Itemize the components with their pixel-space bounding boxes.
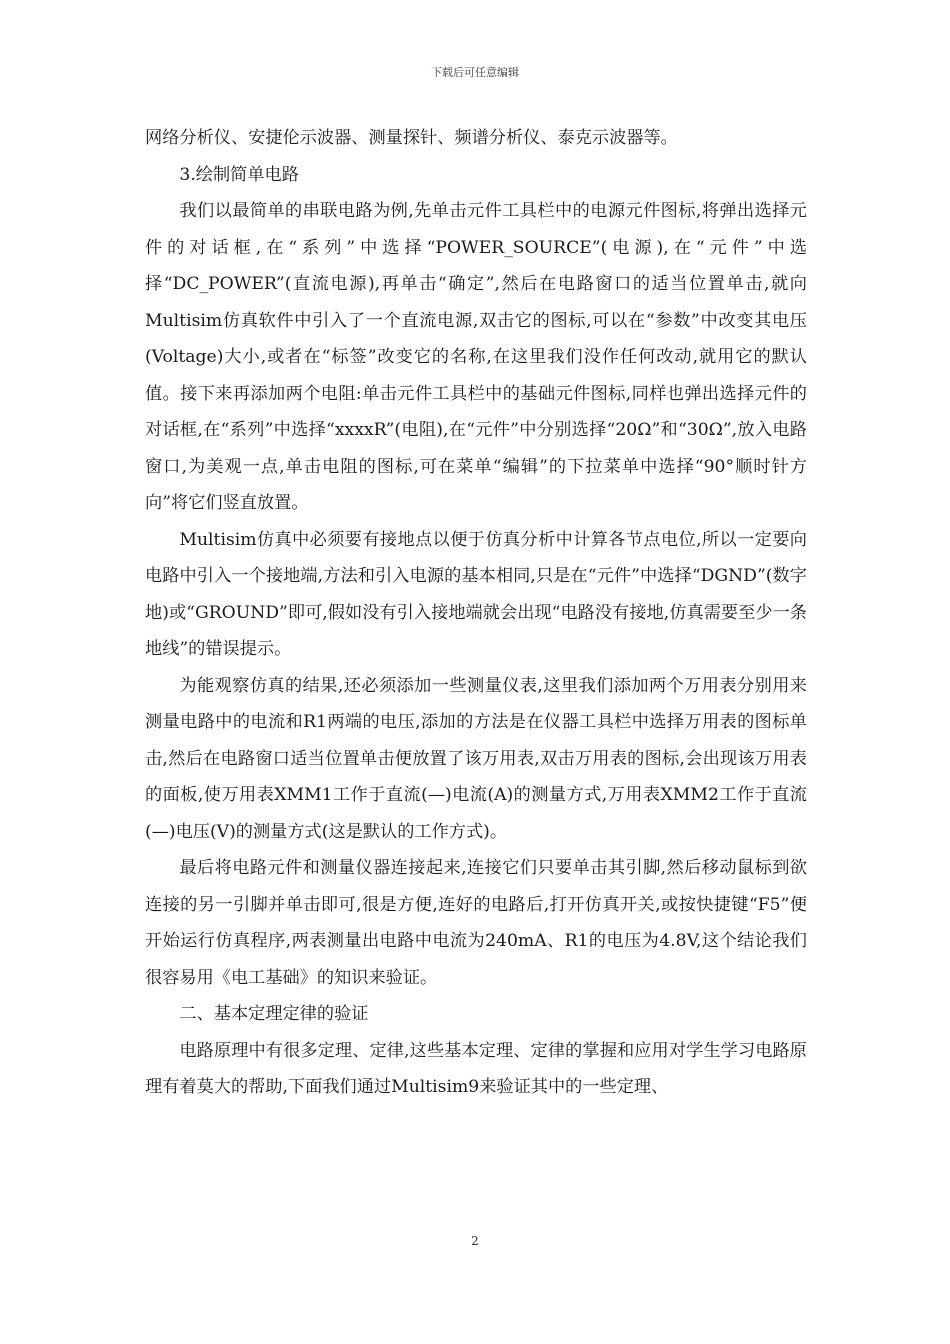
section-heading-theorem-verification: 二、基本定理定律的验证	[179, 1004, 369, 1024]
paragraph-theorems: 电路原理中有很多定理、定律,这些基本定理、定律的掌握和应用对学生学习电路原理有着莫大的帮助,下面我们通过Multisim9来验证其中的一些定理、	[145, 1040, 807, 1097]
paragraph-ground: Multisim仿真中必须要有接地点以便于仿真分析中计算各节点电位,所以一定要向电路中引入一个接地端,方法和引入电源的基本相同,只是在“元件”中选择“DGND”(数字地)或“GROUND”即可,假如没有引入接地端就会出现“电路没有接地,仿真需要至少一条地线”的错误提示。	[145, 529, 807, 659]
section-heading-draw-circuit: 3.绘制简单电路	[179, 164, 299, 185]
paragraph-instrument-list: 网络分析仪、安捷伦示波器、测量探针、频谱分析仪、泰克示波器等。	[145, 128, 678, 148]
paragraph-multimeter: 为能观察仿真的结果,还必须添加一些测量仪表,这里我们添加两个万用表分别用来测量电路中的电流和R1两端的电压,添加的方法是在仪器工具栏中选择万用表的图标单击,然后在电路窗口适当位置单击便放置了该万用表,双击万用表的图标,会出现该万用表的面板,使万用表XMM1工作于直流(—)电流(A)的测量方式,万用表XMM2工作于直流(—)电压(V)的测量方式(这是默认的工作方式)。	[145, 675, 807, 842]
page-header: 下载后可任意编辑	[431, 66, 519, 79]
paragraph-series-circuit: 我们以最简单的串联电路为例,先单击元件工具栏中的电源元件图标,将弹出选择元件的对话框,在“系列”中选择“POWER_SOURCE”(电源),在“元件”中选择“DC_POWER”(直流电源),再单击“确定”,然后在电路窗口的适当位置单击,就向Multisim仿真软件中引入了一个直流电源,双击它的图标,可以在“参数”中改变其电压(Voltage)大小,或者在“标签”改变它的名称,在这里我们没作任何改动,就用它的默认值。接下来再添加两个电阻:单击元件工具栏中的基础元件图标,同样也弹出选择元件的对话框,在“系列”中选择“xxxxR”(电阻),在“元件”中分别选择“20Ω”和“30Ω”,放入电路窗口,为美观一点,单击电阻的图标,可在菜单“编辑”的下拉菜单中选择“90°顺时针方向”将它们竖直放置。	[145, 201, 807, 513]
paragraph-connect: 最后将电路元件和测量仪器连接起来,连接它们只要单击其引脚,然后移动鼠标到欲连接的另一引脚并单击即可,很是方便,连好的电路后,打开仿真开关,或按快捷键“F5”便开始运行仿真程序,两表测量出电路中电流为240mA、R1的电压为4.8V,这个结论我们很容易用《电工基础》的知识来验证。	[145, 858, 807, 988]
page-number: 2	[471, 1234, 479, 1248]
document-body	[145, 120, 807, 1106]
